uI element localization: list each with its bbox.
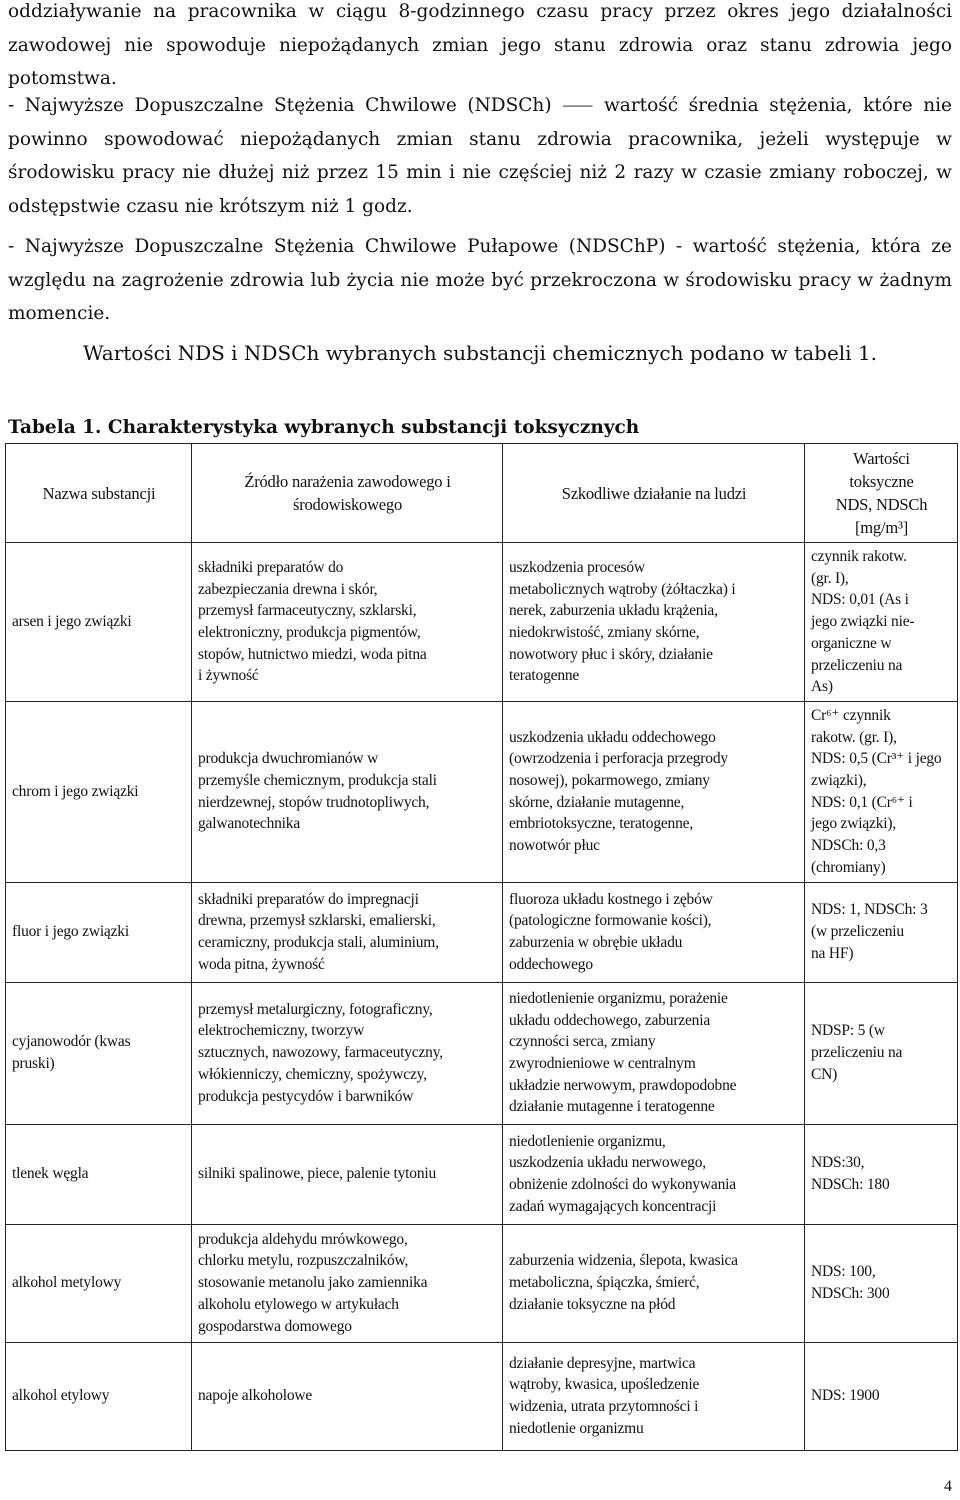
table-caption: Tabela 1. Charakterystyka wybranych substancji toksycznych	[8, 417, 640, 438]
cell-exposure-source: produkcja dwuchromianów w przemyśle chemicznym, produkcja stali nierdzewnej, stopów trudnotopliwych, galwanotechnika	[192, 701, 503, 882]
cell-substance-name: cyjanowodór (kwas pruski)	[6, 982, 192, 1124]
table-header-row	[6, 444, 958, 543]
cell-substance-name: fluor i jego związki	[6, 882, 192, 982]
cell-toxic-values: NDS:30, NDSCh: 180	[805, 1124, 958, 1224]
cell-exposure-source: produkcja aldehydu mrówkowego, chlorku metylu, rozpuszczalników, stosowanie metanolu jako zamiennika alkoholu etylowego w artykułach gospodarstwa domowego	[192, 1224, 503, 1342]
cell-toxic-values: NDS: 1900	[805, 1342, 958, 1450]
table-row	[6, 982, 958, 1124]
cell-toxic-values: Cr⁶⁺ czynnik rakotw. (gr. I), NDS: 0,5 (Cr³⁺ i jego związki), NDS: 0,1 (Cr⁶⁺ i jego związki), NDSCh: 0,3 (chromiany)	[805, 701, 958, 882]
header-substance-name: Nazwa substancji	[6, 444, 192, 543]
paragraph-ndschp-definition: - Najwyższe Dopuszczalne Stężenia Chwilowe Pułapowe (NDSChP) - wartość stężenia, która ze względu na zagrożenie zdrowia lub życia nie może być przekroczona w środowisku pracy w żadnym momencie.	[8, 236, 952, 325]
cell-toxic-values: NDSP: 5 (w przeliczeniu na CN)	[805, 982, 958, 1124]
toxic-substances-table	[5, 443, 958, 1451]
table-row	[6, 543, 958, 702]
cell-exposure-source: przemysł metalurgiczny, fotograficzny, elektrochemiczny, tworzyw sztucznych, nawozowy, farmaceutyczny, włókienniczy, chemiczny, spożywczy, produkcja pestycydów i barwników	[192, 982, 503, 1124]
header-exposure-source: Źródło narażenia zawodowego i środowiskowego	[192, 444, 503, 543]
cell-substance-name: alkohol etylowy	[6, 1342, 192, 1450]
cell-toxic-values: NDS: 1, NDSCh: 3 (w przeliczeniu na HF)	[805, 882, 958, 982]
table-row	[6, 1342, 958, 1450]
cell-harmful-effects: niedotlenienie organizmu, porażenie układu oddechowego, zaburzenia czynności serca, zmiany zwyrodnieniowe w centralnym układzie nerwowym, prawdopodobne działanie mutagenne i teratogenne	[503, 982, 805, 1124]
cell-harmful-effects: fluoroza układu kostnego i zębów (patologiczne formowanie kości), zaburzenia w obrębie układu oddechowego	[503, 882, 805, 982]
cell-toxic-values: NDS: 100, NDSCh: 300	[805, 1224, 958, 1342]
cell-substance-name: alkohol metylowy	[6, 1224, 192, 1342]
paragraph-nds-continuation: oddziaływanie na pracownika w ciągu 8-godzinnego czasu pracy przez okres jego działalności zawodowej nie spowoduje niepożądanych zmian jego stanu zdrowia oraz stanu zdrowia jego potomstwa.	[8, 1, 952, 90]
cell-harmful-effects: niedotlenienie organizmu, uszkodzenia układu nerwowego, obniżenie zdolności do wykonywania zadań wymagających koncentracji	[503, 1124, 805, 1224]
cell-substance-name: chrom i jego związki	[6, 701, 192, 882]
header-toxic-values: Wartości toksyczne NDS, NDSCh [mg/m³]	[805, 444, 958, 543]
cell-exposure-source: silniki spalinowe, piece, palenie tytoniu	[192, 1124, 503, 1224]
cell-substance-name: arsen i jego związki	[6, 543, 192, 702]
table-row	[6, 1224, 958, 1342]
page-number: 4	[944, 1478, 952, 1495]
cell-harmful-effects: zaburzenia widzenia, ślepota, kwasica metaboliczna, śpiączka, śmierć, działanie toksyczne na płód	[503, 1224, 805, 1342]
cell-exposure-source: napoje alkoholowe	[192, 1342, 503, 1450]
cell-substance-name: tlenek węgla	[6, 1124, 192, 1224]
table-row	[6, 701, 958, 882]
cell-exposure-source: składniki preparatów do zabezpieczania drewna i skór, przemysł farmaceutyczny, szklarski, elektroniczny, produkcja pigmentów, stopów, hutnictwo miedzi, woda pitna i żywność	[192, 543, 503, 702]
cell-harmful-effects: uszkodzenia procesów metabolicznych wątroby (żółtaczka) i nerek, zaburzenia układu krążenia, niedokrwistość, zmiany skórne, nowotwory płuc i skóry, działanie teratogenne	[503, 543, 805, 702]
cell-harmful-effects: działanie depresyjne, martwica wątroby, kwasica, upośledzenie widzenia, utrata przytomności i niedotlenie organizmu	[503, 1342, 805, 1450]
paragraph-ndsch-definition: - Najwyższe Dopuszczalne Stężenia Chwilowe (NDSCh) ⸺ wartość średnia stężenia, które nie powinno spowodować niepożądanych zmian stanu zdrowia pracownika, jeżeli występuje w środowisku pracy nie dłużej niż przez 15 min i nie częściej niż 2 razy w czasie zmiany roboczej, w odstępstwie czasu nie krótszym niż 1 godz.	[8, 95, 952, 217]
header-harmful-effects: Szkodliwe działanie na ludzi	[503, 444, 805, 543]
table-row	[6, 882, 958, 982]
table-intro-text: Wartości NDS i NDSCh wybranych substancji chemicznych podano w tabeli 1.	[82, 341, 878, 365]
cell-toxic-values: czynnik rakotw. (gr. I), NDS: 0,01 (As i jego związki nie- organiczne w przeliczeniu na As)	[805, 543, 958, 702]
table-row	[6, 1124, 958, 1224]
cell-harmful-effects: uszkodzenia układu oddechowego (owrzodzenia i perforacja przegrody nosowej), pokarmowego, zmiany skórne, działanie mutagenne, embriotoksyczne, teratogenne, nowotwór płuc	[503, 701, 805, 882]
cell-exposure-source: składniki preparatów do impregnacji drewna, przemysł szklarski, emalierski, ceramiczny, produkcja stali, aluminium, woda pitna, żywność	[192, 882, 503, 982]
